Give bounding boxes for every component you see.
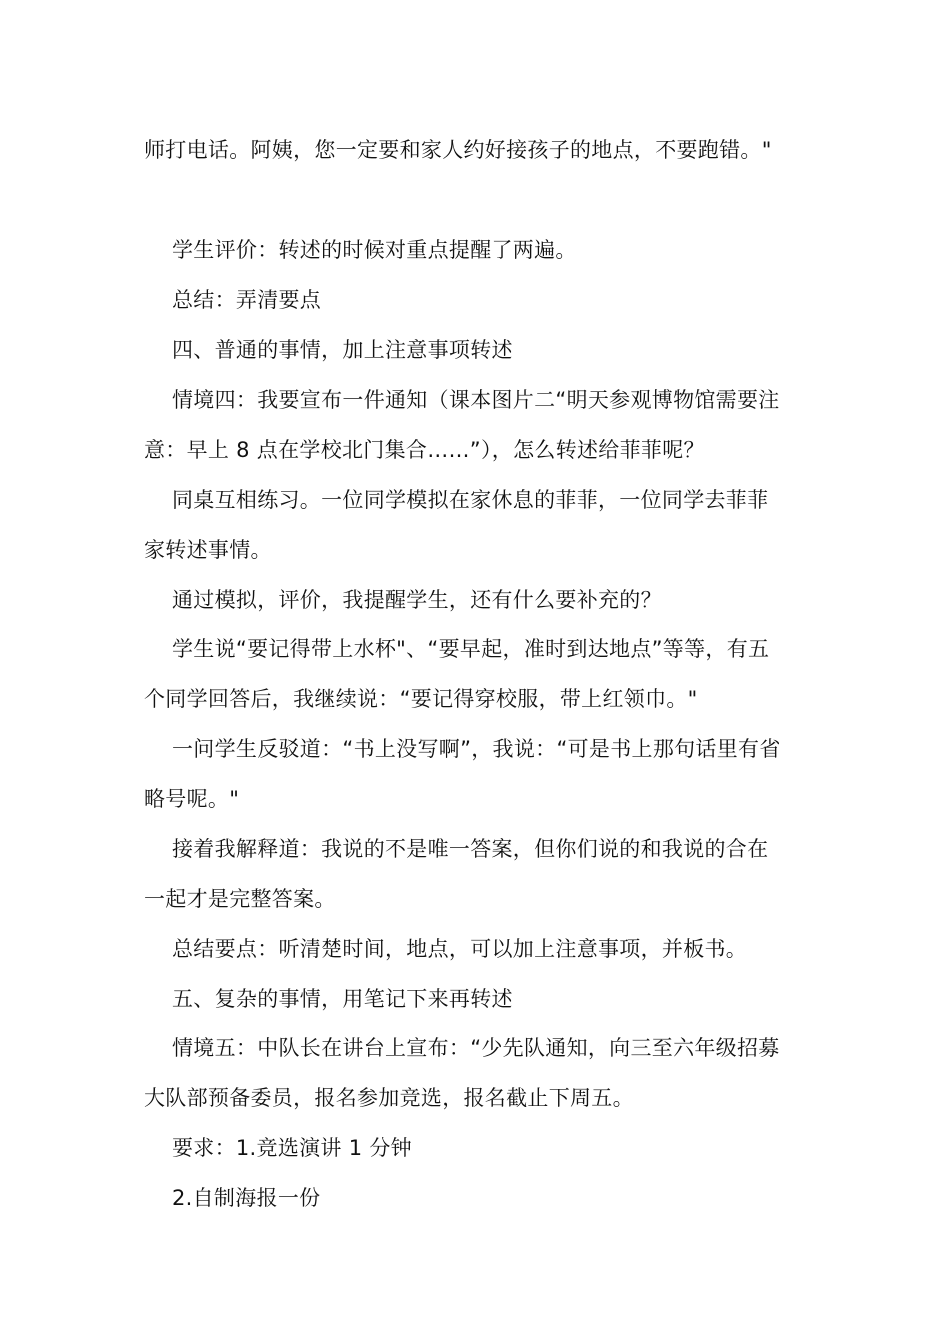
paragraph-line: 师打电话。阿姨，您一定要和家人约好接孩子的地点，不要跑错。" xyxy=(144,138,772,162)
paragraph-line: 家转述事情。 xyxy=(144,538,272,562)
paragraph-line: 总结要点：听清楚时间，地点，可以加上注意事项，并板书。 xyxy=(172,937,748,961)
paragraph-line: 接着我解释道：我说的不是唯一答案，但你们说的和我说的合在 xyxy=(172,837,769,861)
section-heading: 四、普通的事情，加上注意事项转述 xyxy=(172,338,513,362)
paragraph-line: 个同学回答后，我继续说：“要记得穿校服，带上红领巾。" xyxy=(144,687,698,711)
list-item: 要求：1.竞选演讲 1 分钟 xyxy=(172,1136,412,1160)
paragraph-line: 一起才是完整答案。 xyxy=(144,887,336,911)
paragraph-line: 同桌互相练习。一位同学模拟在家休息的菲菲，一位同学去菲菲 xyxy=(172,488,769,512)
section-heading: 五、复杂的事情，用笔记下来再转述 xyxy=(172,987,513,1011)
paragraph-line: 学生评价：转述的时候对重点提醒了两遍。 xyxy=(172,238,577,262)
paragraph-line: 大队部预备委员，报名参加竞选，报名截止下周五。 xyxy=(144,1086,634,1110)
paragraph-line: 一问学生反驳道：“书上没写啊”，我说：“可是书上那句话里有省 xyxy=(172,737,781,761)
paragraph-line: 学生说“要记得带上水杯"、“要早起，准时到达地点”等等，有五 xyxy=(172,637,770,661)
paragraph-line: 总结：弄清要点 xyxy=(172,288,322,312)
list-item: 2.自制海报一份 xyxy=(172,1186,321,1210)
paragraph-line: 情境五：中队长在讲台上宣布：“少先队通知，向三至六年级招募 xyxy=(172,1036,780,1060)
paragraph-line: 情境四：我要宣布一件通知（课本图片二“明天参观博物馆需要注 xyxy=(172,388,780,412)
paragraph-line: 意：早上 8 点在学校北门集合……”），怎么转述给菲菲呢？ xyxy=(144,438,705,462)
paragraph-line: 通过模拟，评价，我提醒学生，还有什么要补充的？ xyxy=(172,588,662,612)
paragraph-line: 略号呢。" xyxy=(144,787,240,811)
